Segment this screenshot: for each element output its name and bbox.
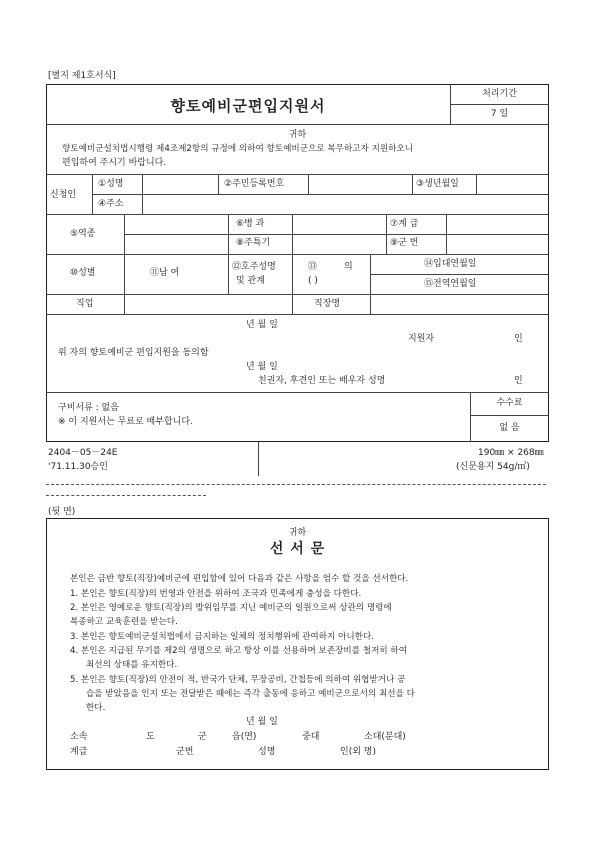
approval-date: '71.11.30승인 [48,462,108,472]
oath-title: 선 서 문 [269,541,326,557]
county-label: 군 [198,732,207,742]
platoon-label: 소대(분대) [364,732,406,742]
oath-item-4-line-1: 4. 본인은 지급된 무기를 제2의 생명으로 하고 항상 이를 선용하며 보존장비를 철저히 하여 [70,646,408,656]
rank-label: ⑦계 급 [390,219,419,229]
workplace-label: 직장명 [314,299,341,309]
required-docs: 구비서류 : 없음 [58,403,119,413]
oath-recipient: 귀하 [288,528,307,538]
branch-label: ⑤역종 [70,229,96,239]
intro-line-2: 편입하여 주시기 바랍니다. [62,158,167,168]
consent-date-2: 년 월 일 [246,362,278,372]
oath-date: 년 월 일 [246,717,278,727]
male-female-label: ⑪남 여 [150,268,180,278]
intro-line-1: 향토예비군설치법시행령 제4조제2항의 규정에 의하여 향토예비군으로 복무하고자 지원하오니 [62,144,414,154]
birth-label: ③생년월일 [416,179,459,189]
field13-of: 의 [344,262,353,272]
paper-size: 190㎜ × 268㎜ [478,448,544,458]
consent-date: 년 월 일 [246,320,278,330]
free-note: ※ 이 지원서는 무료로 배부합니다. [58,417,193,427]
service-no-label: ⑨군 번 [390,238,419,248]
oath-item-3-line-1: 3. 본인은 향토예비군설치법에서 금지하는 일체의 정치행위에 관여하지 아니한다. [70,632,375,642]
form-label: [별지 제1호서식] [48,71,116,81]
form-code: 2404－05－24E [48,448,118,458]
company-label: 중대 [302,732,320,742]
householder-label-2: 및 관계 [236,276,265,286]
town-label: 읍(면) [232,732,257,742]
sex-label: ⑩성별 [70,268,96,278]
applicant-label: 신청인 [50,190,77,200]
fee-value: 없 음 [499,423,520,433]
oath-item-2-line-2: 복종하고 교육훈련을 받는다. [70,617,178,627]
applicant-sign-label: 지원자 [408,334,435,344]
oath-lead: 본인은 금반 향토(직장)예비군에 편입함에 있어 다음과 같은 사항을 엄수 할 것을 선서한다. [70,574,409,584]
back-side-label: (뒷 면) [48,507,76,517]
oath-item-1-line-1: 1. 본인은 향토(직장)의 번영과 안전을 위하여 조국과 민족에게 충성을 다한다. [70,589,362,599]
enlist-date-label: ⑭입대연월일 [424,259,477,269]
arm-label: ⑥병 과 [236,219,265,229]
affiliation-label: 소속 [70,732,88,742]
field13-number: ⑬ [308,262,318,272]
name-sign-label: 성명 [258,747,276,757]
field13-relation: ( ) [308,276,318,286]
province-label: 도 [146,732,155,742]
rank-sign-label: 계급 [70,747,88,757]
job-label: 직업 [76,299,94,309]
householder-label-1: ⑫호주성명 [232,262,276,272]
address-label: ④주소 [98,199,124,209]
resident-no-label: ②주민등록번호 [224,179,285,189]
fee-label: 수수료 [496,398,523,408]
recipient: 귀하 [288,130,307,140]
oath-item-5-line-3: 한다. [86,703,106,713]
oath-item-2-line-1: 2. 본인은 영예로운 향토(직장)의 방위임무를 지닌 예비군의 일원으로써 상관의 명령에 [70,603,392,613]
processing-label: 처리기간 [482,89,517,99]
cut-line [46,484,546,485]
form-title: 향토예비군편입지원서 [170,97,326,115]
paper-type: (신문용지 54g/㎡) [456,462,530,472]
processing-value: 7 일 [490,109,509,119]
oath-item-4-line-2: 최선의 상태를 유지한다. [86,660,178,670]
specialty-label: ⑧주특기 [236,238,271,248]
discharge-date-label: ⑮전역연월일 [424,279,477,289]
applicant-seal: 인 [514,334,523,344]
consent-statement: 위 자의 향토예비군 편입지원을 동의함 [58,348,209,358]
service-no-sign-label: 군번 [176,747,194,757]
oath-item-5-line-2: 습을 받았음을 인지 또는 전달받은 때에는 즉각 출동에 응하고 예비군으로서의 최선을 다 [86,689,415,699]
oath-item-5-line-1: 5. 본인은 향토(직장)의 안전이 적, 반국가 단체, 무장공비, 간첩등에 의하여 위협받거나 공 [70,675,406,685]
relative-sign-label: 친권자, 후견인 또는 배우자 성명 [258,376,386,386]
relative-seal: 인 [514,376,523,386]
cut-line-2 [46,495,206,496]
name-label: ①성명 [98,179,124,189]
seal-sign-label: 인(외 명) [340,747,376,757]
